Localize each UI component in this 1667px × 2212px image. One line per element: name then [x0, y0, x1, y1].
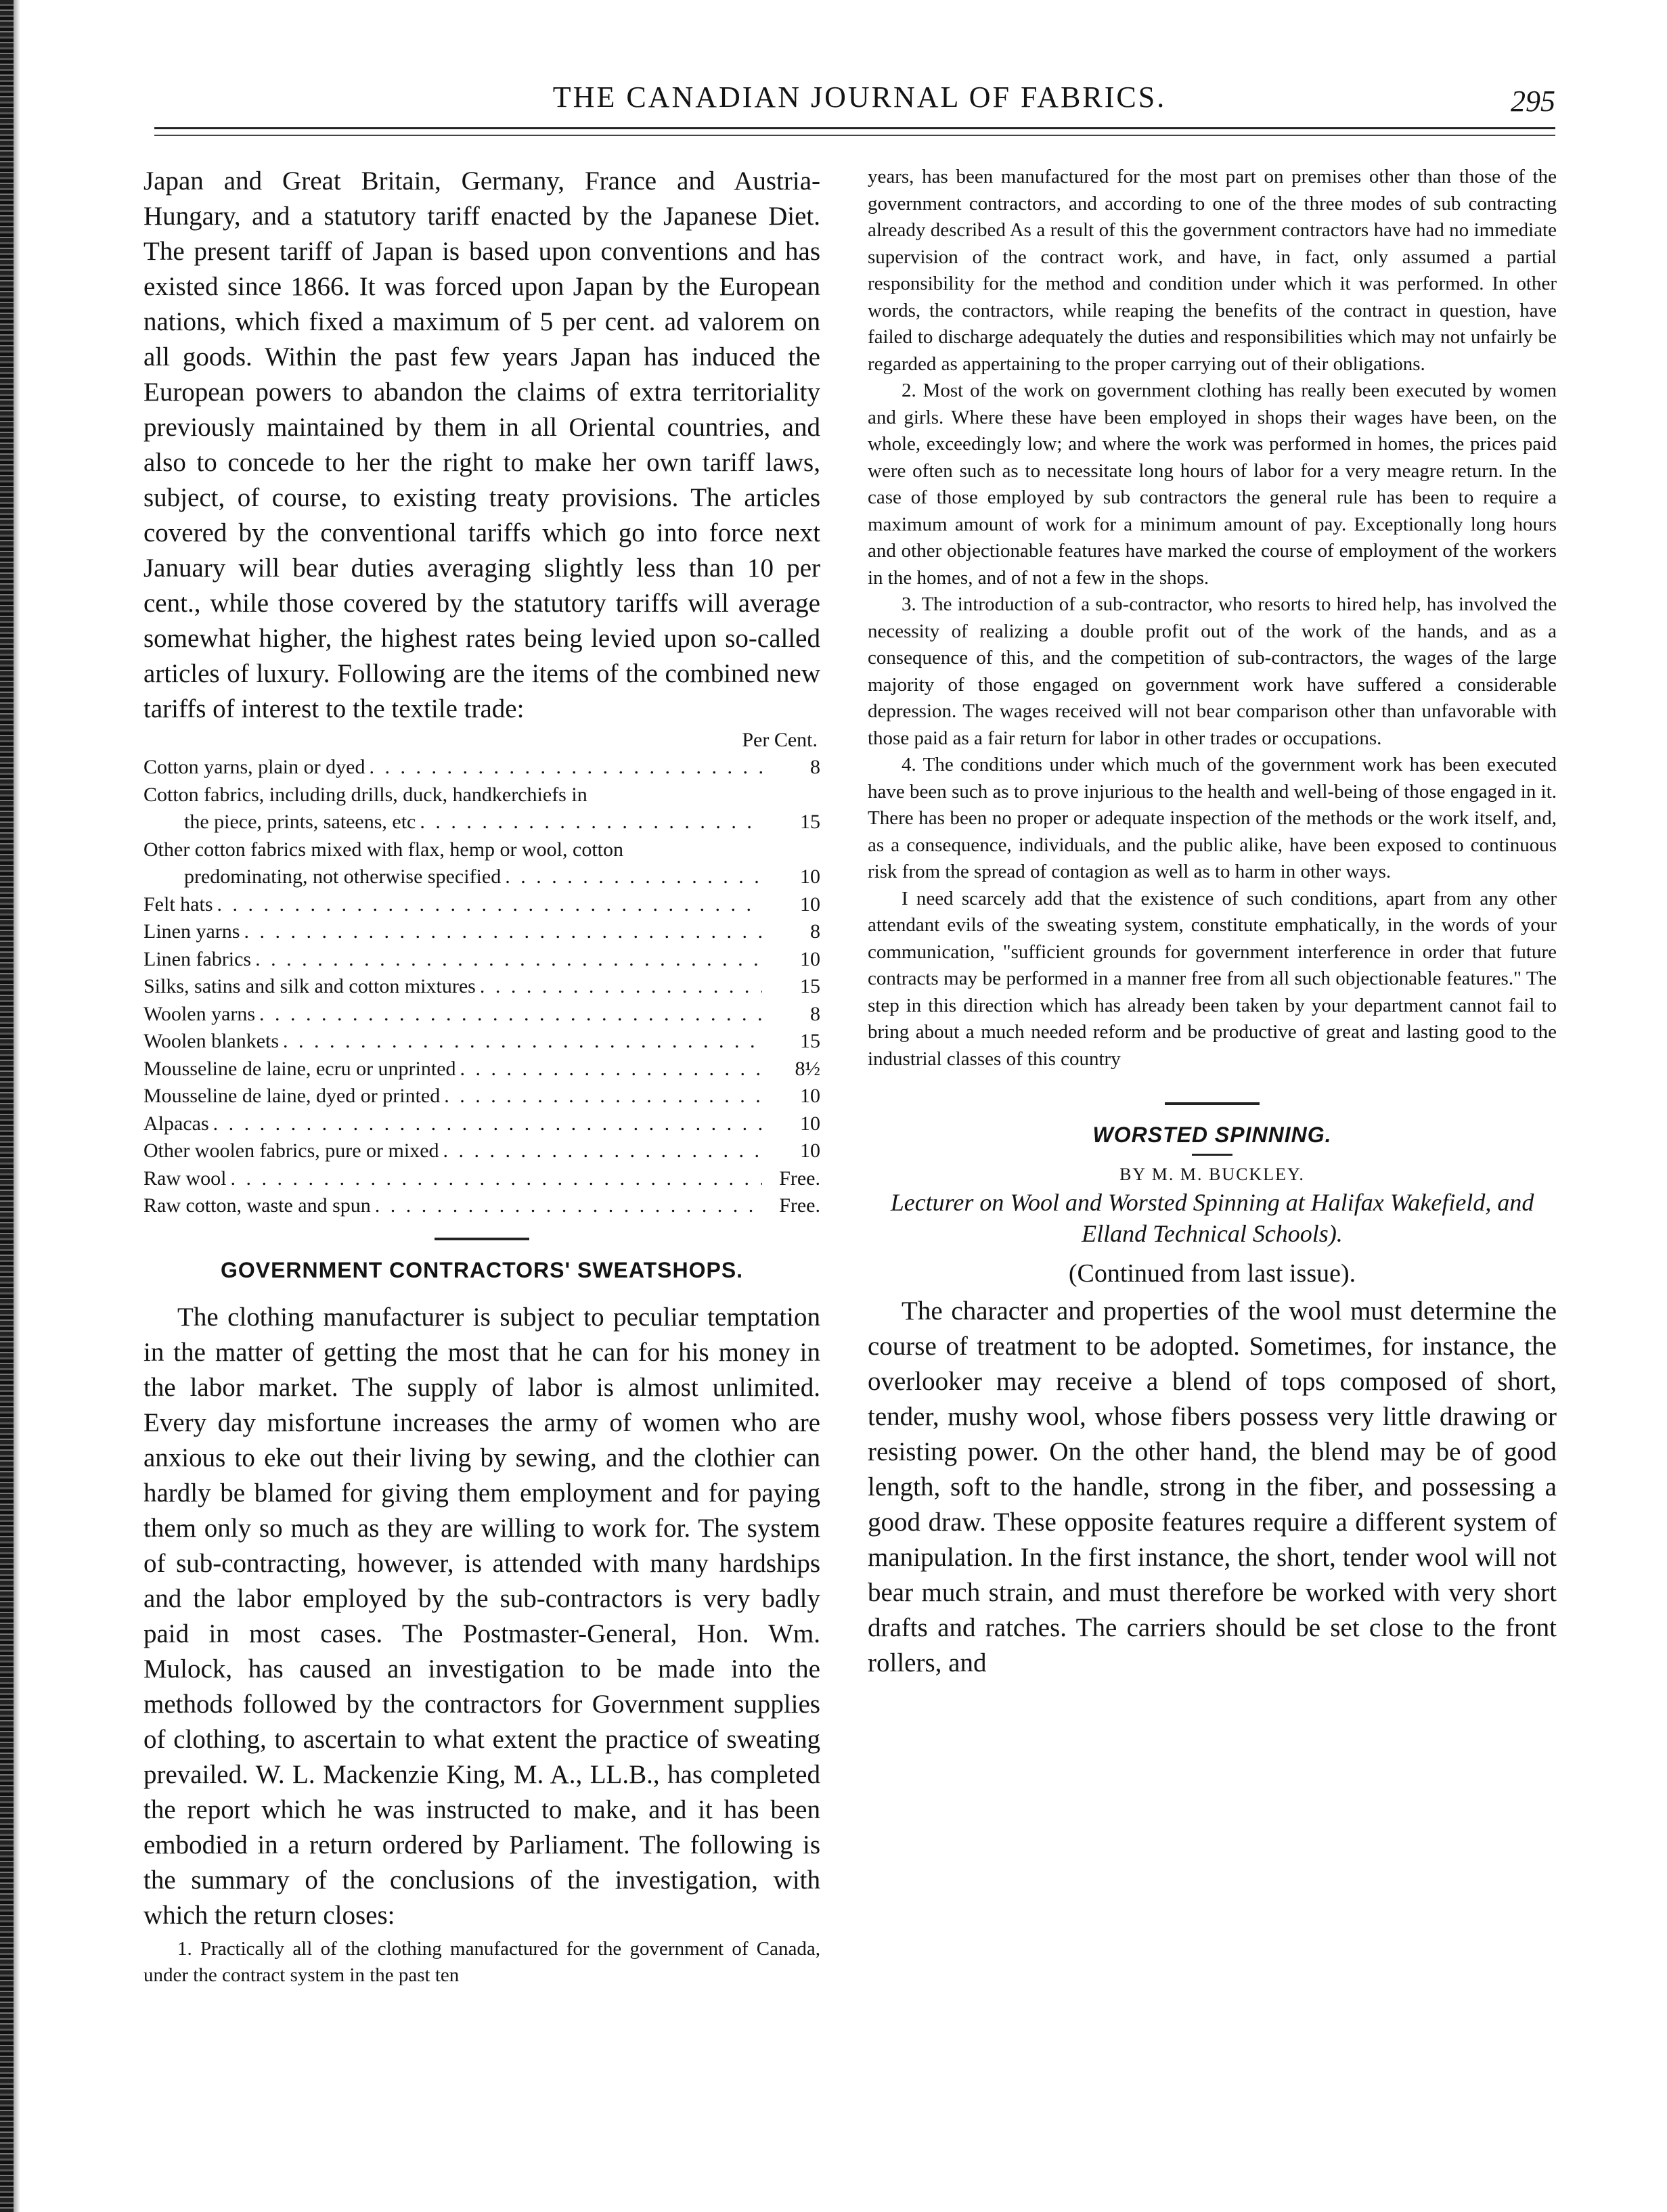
sweatshops-heading: GOVERNMENT CONTRACTORS' SWEATSHOPS.: [220, 1257, 744, 1282]
conclusion-point-3: 3. The introduction of a sub-contractor, who resorts to hired help, has involved the necessity of realizing a double profit out of the work of the hands, and as a consequence of this, and the competition of sub-contractors, the wages of the large majority of those engaged on government work have suffered a considerable depression. The wages received will not bear comparison other than unfavorable with those paid as a fair return for labor in other trades or occupations.: [868, 593, 1557, 749]
leader-dots: [420, 809, 762, 836]
tariff-rate: 8½: [795, 1057, 820, 1080]
tariff-row: [143, 1110, 820, 1138]
tariff-rate: 10: [800, 893, 820, 916]
tariff-rate: 10: [800, 1112, 820, 1135]
japan-tariff-paragraph: Japan and Great Britain, Germany, France and Austria-Hungary, and a statutory tariff enacted by the Japanese Diet. The present tariff of Japan is based upon conventions and has existed since 1866. It was forced upon Japan by the European nations, which fixed a maximum of 5 per cent. ad valorem on all goods. Within the past few years Japan has induced the European powers to abandon the claims of extra territoriality previously maintained by them in all Oriental countries, and also to concede to her the right to make her own tariff laws, subject, of course, to existing treaty provisions. The articles covered by the conventional tariffs which go into force next January will bear duties averaging slightly less than 10 per cent., while those covered by the statutory tariffs will average somewhat higher, the highest rates being levied upon so-called articles of luxury. Following are the items of the combined new tariffs of interest to the textile trade:: [143, 166, 820, 723]
header-rule: [154, 127, 1555, 136]
sweatshops-paragraph: The clothing manufacturer is subject to peculiar temptation in the matter of getting the most that he can for his money in the labor market. The supply of labor is almost unlimited. Every day misfortune increases the army of women who are anxious to eke out their living by sewing, and the clothier can hardly be blamed for giving them employment and for paying them only so much as they are willing to work for. The system of sub-contracting, however, is attended with many hardships and the labor employed by the sub-contractors is very badly paid in most cases. The Postmaster-General, Hon. Wm. Mulock, has caused an investigation to be made into the methods followed by the contractors for Government supplies of clothing, to ascertain to what extent the practice of sweating prevailed. W. L. Mackenzie King, M. A., LL.B., has completed the report which he was instructed to make, and it has been embodied in a return ordered by Parliament. The following is the summary of the conclusions of the investigation, with which the return closes:: [143, 1302, 820, 1930]
tariff-item-continuation: the piece, prints, sateens, etc: [184, 811, 416, 833]
page-number: 295: [1511, 85, 1555, 118]
tariff-row: [143, 1056, 820, 1083]
leader-dots: [375, 1192, 762, 1220]
tariff-row: [143, 1001, 820, 1029]
tariff-rate: 10: [800, 1085, 820, 1107]
tariff-row: [143, 1028, 820, 1056]
tariff-row: [143, 1137, 820, 1165]
tariff-row: [143, 918, 820, 946]
section-divider: [435, 1238, 529, 1240]
tariff-row: [143, 782, 820, 809]
leader-dots: [444, 1083, 762, 1110]
tariff-item-label: Mousseline de laine, dyed or printed: [143, 1085, 441, 1107]
leader-dots: [231, 1165, 763, 1193]
tariff-item-continuation: predominating, not otherwise specified: [184, 865, 502, 888]
leader-dots: [259, 1001, 762, 1029]
conclusion-point-1-continued: years, has been manufactured for the most part on premises other than those of the government contractors, and according to one of the three modes of sub contracting already described As a result of this the government contractors have had no immediate supervision of the contract work, and have, in fact, only assumed a partial responsibility for the method and condition under which it was performed. In other words, the contractors, while reaping the benefits of the contract in question, have failed to discharge adequately the duties and responsibilities which may not unfairly be regarded as appertaining to the proper carrying out of their obligations.: [868, 166, 1557, 375]
tariff-row: [143, 891, 820, 919]
leader-dots: [480, 973, 762, 1001]
conclusion-point-1-start: 1. Practically all of the clothing manufactured for the government of Canada, under the contract system in the past ten: [143, 1937, 820, 1986]
closing-paragraph: I need scarcely add that the existence of such conditions, apart from any other attendant evils of the sweating system, constitute emphatically, in the words of your communication, "sufficient grounds for government interference in order that future contracts may be performed in a manner free from all such objectionable features." The step in this direction which has already been taken by your department cannot fail to bring about a much needed reform and be productive of great and lasting good to the industrial classes of this country: [868, 887, 1557, 1070]
tariff-item-label: Cotton yarns, plain or dyed: [143, 756, 365, 778]
tariff-item-label: Cotton fabrics, including drills, duck, handkerchiefs in: [143, 783, 587, 806]
tariff-item-label: Woolen blankets: [143, 1030, 280, 1052]
tariff-rate: 10: [800, 865, 820, 888]
leader-dots: [460, 1056, 762, 1083]
leader-dots: [283, 1028, 762, 1056]
tariff-row: [143, 809, 820, 836]
tariff-item-label: Linen yarns: [143, 920, 240, 943]
tariff-row: [143, 836, 820, 864]
leader-dots: [217, 891, 763, 919]
leader-dots: [255, 946, 762, 974]
leader-dots: [443, 1137, 762, 1165]
tariff-item-label: Raw cotton, waste and spun: [143, 1194, 371, 1217]
tariff-item-label: Alpacas: [143, 1112, 209, 1135]
tariff-row: [143, 1165, 820, 1193]
tariff-item-label: Woolen yarns: [143, 1002, 256, 1025]
tariff-rate: 15: [800, 1030, 820, 1052]
worsted-spinning-heading: WORSTED SPINNING.: [1092, 1123, 1332, 1147]
tariff-row: [143, 1083, 820, 1110]
tariff-rate: 15: [800, 975, 820, 997]
tariff-rate: 10: [800, 1139, 820, 1162]
running-header-title: THE CANADIAN JOURNAL OF FABRICS.: [552, 81, 1167, 114]
author-byline: BY M. M. BUCKLEY.: [1119, 1165, 1305, 1184]
conclusion-point-4: 4. The conditions under which much of the government work has been executed have been such as to prove injurious to the health and well-being of those engaged in it. There has been no proper or adequate inspection of the methods or the work itself, and, as a consequence, individuals, and the public alike, have been exposed to continuous risk from the spread of contagion as well as to harm in other ways.: [868, 754, 1557, 882]
tariff-item-label: Mousseline de laine, ecru or unprinted: [143, 1057, 456, 1080]
tariff-rate: 15: [800, 811, 820, 833]
tariff-item-label: Linen fabrics: [143, 947, 252, 970]
tariff-item-label: Other cotton fabrics mixed with flax, hemp or wool, cotton: [143, 838, 623, 861]
tariff-rate: 8: [810, 1002, 820, 1025]
continued-note: (Continued from last issue).: [1068, 1259, 1356, 1288]
tariff-row: [143, 863, 820, 891]
tariff-row: [143, 1192, 820, 1220]
tariff-row: [143, 754, 820, 782]
tariff-rate: 10: [800, 947, 820, 970]
tariff-rate: Free.: [779, 1194, 820, 1217]
tariff-item-label: Other woolen fabrics, pure or mixed: [143, 1139, 439, 1162]
tariff-item-label: Silks, satins and silk and cotton mixtures: [143, 975, 476, 997]
heading-dash: [1192, 1154, 1232, 1156]
worsted-spinning-paragraph: The character and properties of the wool must determine the course of treatment to be adopted. Sometimes, for instance, the overlooker may receive a blend of tops composed of short, tender, mushy wool, whose fibers possess very little drawing or resisting power. On the other hand, the blend may be of good length, soft to the handle, strong in the fiber, and possessing a good draw. These opposite features require a different system of manipulation. In the first instance, the short, tender wool will not bear much strain, and must therefore be worked with very short drafts and ratches. The carriers should be set close to the front rollers, and: [868, 1296, 1557, 1677]
right-column: [868, 164, 1557, 1681]
tariff-table: [143, 754, 820, 1220]
author-affiliation: Lecturer on Wool and Worsted Spinning at Halifax Wakefield, and Elland Technical Schools).: [890, 1189, 1534, 1247]
scan-binding-edge: [0, 0, 14, 2212]
leader-dots: [213, 1110, 762, 1138]
tariff-rate: 8: [810, 920, 820, 943]
tariff-rate: Free.: [779, 1167, 820, 1190]
tariff-row: [143, 973, 820, 1001]
tariff-row: [143, 946, 820, 974]
conclusion-point-2: 2. Most of the work on government clothing has really been executed by women and girls. Where these have been employed in shops their wages have been, on the whole, exceedingly low; and where the work was performed in homes, the prices paid were often such as to necessitate long hours of labor for a very meagre return. In the case of those employed by sub contractors the general rule has been to require a maximum amount of work for a minimum amount of pay. Exceptionally long hours and other objectionable features have marked the course of employment of the workers in the homes, and of not a few in the shops.: [868, 380, 1557, 589]
leader-dots: [505, 863, 762, 891]
section-divider-2: [1165, 1102, 1260, 1105]
tariff-item-label: Felt hats: [143, 893, 213, 916]
leader-dots: [369, 754, 762, 782]
tariff-item-label: Raw wool: [143, 1167, 227, 1190]
tariff-table-header: Per Cent.: [742, 729, 818, 751]
left-column: [143, 164, 820, 1989]
leader-dots: [244, 918, 762, 946]
tariff-rate: 8: [810, 756, 820, 778]
